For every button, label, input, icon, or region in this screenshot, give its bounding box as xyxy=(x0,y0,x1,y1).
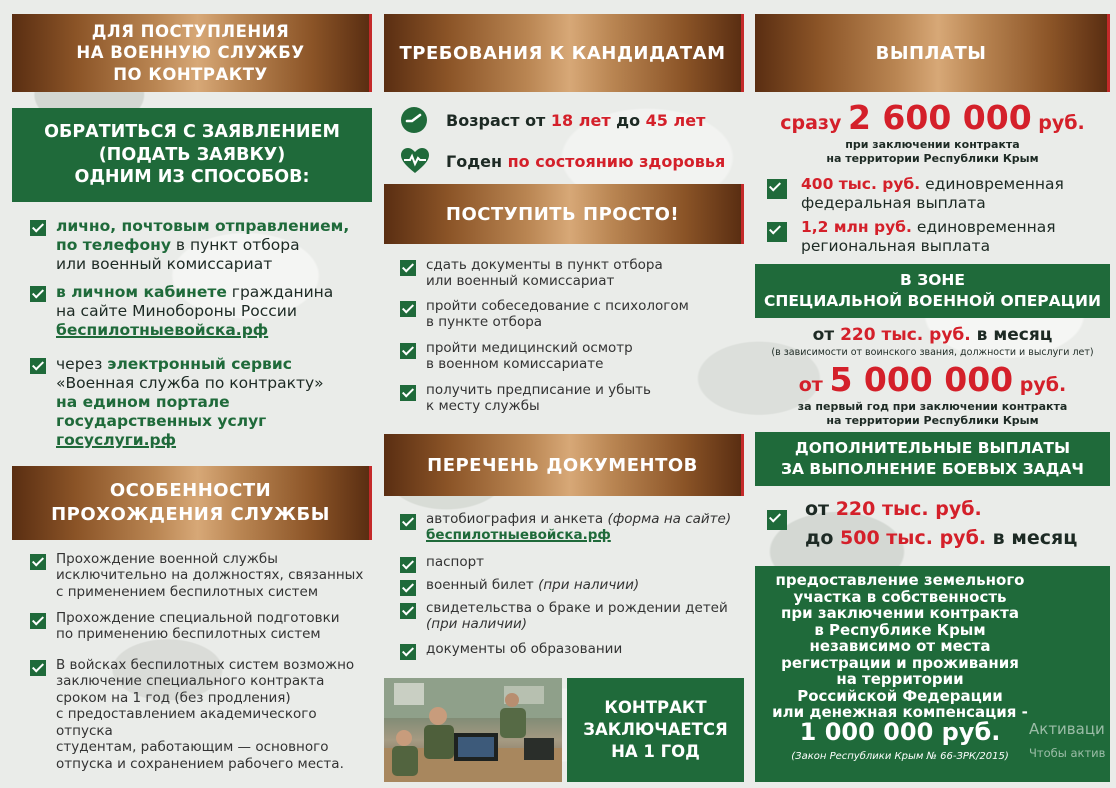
mod-site-link[interactable]: беспилотныевойска.рф xyxy=(56,320,269,339)
monthly-note: (в зависимости от воинского звания, должности и выслуги лет) xyxy=(771,347,1094,358)
check-icon xyxy=(30,613,46,629)
apply-box: ОБРАТИТЬСЯ С ЗАЯВЛЕНИЕМ (ПОДАТЬ ЗАЯВКУ) ОДНИМ ИЗ СПОСОБОВ: xyxy=(12,108,372,202)
way-item-2: в личном кабинете гражданина на сайте Минобороны России беспилотныевойска.рф xyxy=(30,283,370,340)
federal-payment: 400 тыс. руб. единовременная федеральная выплата xyxy=(767,175,1107,213)
check-icon xyxy=(767,510,787,530)
step-item-2: пройти собеседование с психологом в пункте отбора xyxy=(400,298,740,331)
doc-item-military-id: военный билет (при наличии) xyxy=(400,577,740,596)
drone-troops-link[interactable]: беспилотныевойска.рф xyxy=(426,527,611,544)
check-icon xyxy=(30,660,46,676)
way-item-1: лично, почтовым отправлением, по телефону в пункт отбора или военный комиссариат xyxy=(30,217,370,274)
photo-scene xyxy=(384,678,562,782)
step-item-4: получить предписание и убыть к месту службы xyxy=(400,382,740,415)
age-requirement: Возраст от 18 лет до 45 лет xyxy=(400,106,740,134)
feature-item-1: Прохождение военной службы исключительно на должностях, связанных с применением беспилотных систем xyxy=(30,551,370,600)
regional-payment: 1,2 млн руб. единовременная региональная выплата xyxy=(767,218,1107,256)
land-text: предоставление земельного участка в собственность при заключении контракта в Республике Крым независимо от места регистрации и проживания на территории Российской Федерации или денежная компенсация - xyxy=(772,571,1028,721)
land-box xyxy=(755,566,1110,782)
check-icon xyxy=(400,557,416,573)
check-icon xyxy=(30,554,46,570)
clock-icon xyxy=(400,106,428,134)
extra-min: от 220 тыс. руб. xyxy=(805,498,982,520)
doc-item-autobiography: автобиография и анкета (форма на сайте) беспилотныевойска.рф xyxy=(400,511,740,544)
requirements-header: ТРЕБОВАНИЯ К КАНДИДАТАМ xyxy=(384,14,744,92)
land-amount: 1 000 000 руб. xyxy=(799,718,1001,746)
doc-item-certificates: свидетельства о браке и рождении детей (при наличии) xyxy=(400,600,740,633)
check-icon xyxy=(400,603,416,619)
documents-header: ПЕРЕЧЕНЬ ДОКУМЕНТОВ xyxy=(384,434,744,496)
check-icon xyxy=(400,385,416,401)
contract-box: КОНТРАКТ ЗАКЛЮЧАЕТСЯ НА 1 ГОД xyxy=(567,678,744,782)
check-icon xyxy=(30,358,46,374)
way-item-3: через электронный сервис «Военная служба по контракту» на едином портале государственных услуг госуслуги.рф xyxy=(30,355,370,450)
check-icon xyxy=(30,286,46,302)
extra-max: до 500 тыс. руб. в месяц xyxy=(805,527,1078,549)
check-icon xyxy=(400,301,416,317)
activation-watermark: Активаци xyxy=(1029,720,1105,738)
training-photo xyxy=(384,678,562,782)
join-header: ДЛЯ ПОСТУПЛЕНИЯ НА ВОЕННУЮ СЛУЖБУ ПО КОНТРАКТУ xyxy=(12,14,372,92)
immediate-payment: сразу 2 600 000 руб. xyxy=(780,98,1085,137)
health-requirement: Годен по состоянию здоровья xyxy=(400,147,740,175)
check-icon xyxy=(400,514,416,530)
svo-header: В ЗОНЕ СПЕЦИАЛЬНОЙ ВОЕННОЙ ОПЕРАЦИИ xyxy=(755,264,1110,318)
feature-item-3: В войсках беспилотных систем возможно заключение специального контракта сроком на 1 год (без продления) с предоставлением академического отпуска студентам, работающим — основного отпуска и сохранением рабочего места. xyxy=(30,657,370,772)
extra-payments-header: ДОПОЛНИТЕЛЬНЫЕ ВЫПЛАТЫ ЗА ВЫПОЛНЕНИЕ БОЕВЫХ ЗАДАЧ xyxy=(755,432,1110,486)
features-header: ОСОБЕННОСТИ ПРОХОЖДЕНИЯ СЛУЖБЫ xyxy=(12,466,372,540)
simple-header: ПОСТУПИТЬ ПРОСТО! xyxy=(384,184,744,244)
step-item-1: сдать документы в пункт отбора или военный комиссариат xyxy=(400,257,740,290)
activation-watermark-sub: Чтобы актив xyxy=(1029,746,1106,760)
check-icon xyxy=(400,343,416,359)
check-icon xyxy=(400,644,416,660)
feature-item-2: Прохождение специальной подготовки по применению беспилотных систем xyxy=(30,610,370,643)
doc-item-passport: паспорт xyxy=(400,554,740,573)
gosuslugi-link[interactable]: госуслуги.рф xyxy=(56,430,177,449)
first-year-note: за первый год при заключении контракта на территории Республики Крым xyxy=(797,400,1068,427)
heart-pulse-icon xyxy=(400,147,430,175)
check-icon xyxy=(767,222,787,242)
first-year-payment: от 5 000 000 руб. xyxy=(798,360,1067,399)
check-icon xyxy=(767,179,787,199)
check-icon xyxy=(400,260,416,276)
doc-item-education: документы об образовании xyxy=(400,641,740,660)
immediate-note: при заключении контракта на территории Республики Крым xyxy=(826,138,1039,165)
law-reference: (Закон Республики Крым № 66-ЗРК/2015) xyxy=(791,751,1009,762)
check-icon xyxy=(400,580,416,596)
monthly-payment: от 220 тыс. руб. в месяц xyxy=(812,325,1053,345)
step-item-3: пройти медицинский осмотр в военном комиссариате xyxy=(400,340,740,373)
check-icon xyxy=(30,220,46,236)
payments-header: ВЫПЛАТЫ xyxy=(755,14,1110,92)
